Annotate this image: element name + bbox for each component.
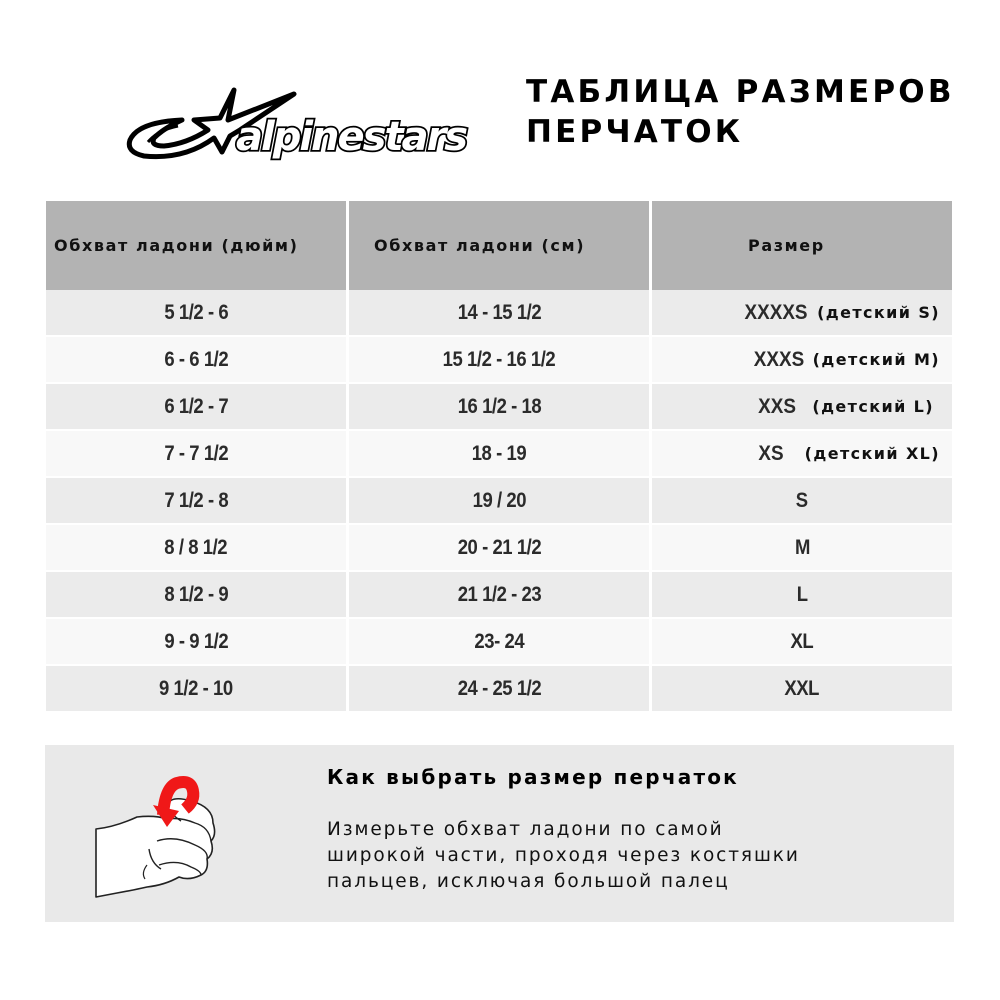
- title-line-1: ТАБЛИЦА РАЗМЕРОВ: [526, 74, 955, 110]
- cell-size: XL: [790, 629, 814, 653]
- cell-cm: 16 1/2 - 18: [457, 394, 541, 418]
- alpinestars-logo: [124, 86, 470, 162]
- cell-inch: 7 - 7 1/2: [164, 441, 228, 465]
- cell-size: XXL: [784, 676, 820, 700]
- cell-kid-size: (детский XL): [804, 444, 940, 463]
- table-row: [46, 384, 952, 429]
- cell-cm: 24 - 25 1/2: [457, 676, 541, 700]
- header-palm-inch: Обхват ладони (дюйм): [46, 201, 346, 290]
- cell-cm: 21 1/2 - 23: [457, 582, 541, 606]
- cell-cm: 18 - 19: [471, 441, 527, 465]
- star-logo-icon: [124, 86, 470, 162]
- cell-size: L: [796, 582, 808, 606]
- header-palm-cm: Обхват ладони (см): [349, 201, 649, 290]
- table-row: [46, 619, 952, 664]
- cell-inch: 7 1/2 - 8: [164, 488, 228, 512]
- table-row: [46, 337, 952, 382]
- cell-inch: 8 1/2 - 9: [164, 582, 228, 606]
- instruction-line: пальцев, исключая большой палец: [327, 871, 730, 892]
- cell-inch: 6 - 6 1/2: [164, 347, 228, 371]
- how-to-title: Как выбрать размер перчаток: [327, 765, 739, 789]
- table-header-row: [46, 201, 952, 290]
- table-row: [46, 431, 952, 476]
- cell-kid-size: (детский S): [817, 303, 940, 322]
- how-to-instructions: [327, 817, 887, 895]
- cell-inch: 9 1/2 - 10: [159, 676, 233, 700]
- header-size: Размер: [652, 201, 952, 290]
- cell-size: XXXXS: [744, 300, 808, 324]
- page-title: [526, 72, 955, 152]
- cell-inch: 8 / 8 1/2: [164, 535, 228, 559]
- cell-kid-size: (детский M): [812, 350, 940, 369]
- instruction-line: Измерьте обхват ладони по самой: [327, 819, 724, 840]
- cell-inch: 9 - 9 1/2: [164, 629, 228, 653]
- cell-cm: 15 1/2 - 16 1/2: [442, 347, 556, 371]
- cell-inch: 6 1/2 - 7: [164, 394, 228, 418]
- title-line-2: ПЕРЧАТОК: [526, 114, 744, 150]
- cell-size: M: [794, 535, 810, 559]
- cell-inch: 5 1/2 - 6: [164, 300, 228, 324]
- hand-measure-icon: [85, 765, 225, 905]
- instruction-line: широкой части, проходя через костяшки: [327, 845, 800, 866]
- cell-size: S: [796, 488, 808, 512]
- cell-size: XXXS: [753, 347, 804, 371]
- size-chart-table: [46, 201, 952, 713]
- cell-size: XS: [758, 441, 784, 465]
- table-row: [46, 572, 952, 617]
- table-row: [46, 525, 952, 570]
- cell-cm: 20 - 21 1/2: [457, 535, 541, 559]
- cell-kid-size: (детский L): [812, 397, 934, 416]
- cell-cm: 14 - 15 1/2: [457, 300, 541, 324]
- table-row: [46, 290, 952, 335]
- svg-text:alpinestars: alpinestars: [236, 114, 467, 160]
- cell-cm: 23- 24: [474, 629, 524, 653]
- how-to-measure-panel: [45, 745, 954, 922]
- cell-size: XXS: [758, 394, 797, 418]
- table-row: [46, 478, 952, 523]
- cell-cm: 19 / 20: [472, 488, 526, 512]
- table-row: [46, 666, 952, 711]
